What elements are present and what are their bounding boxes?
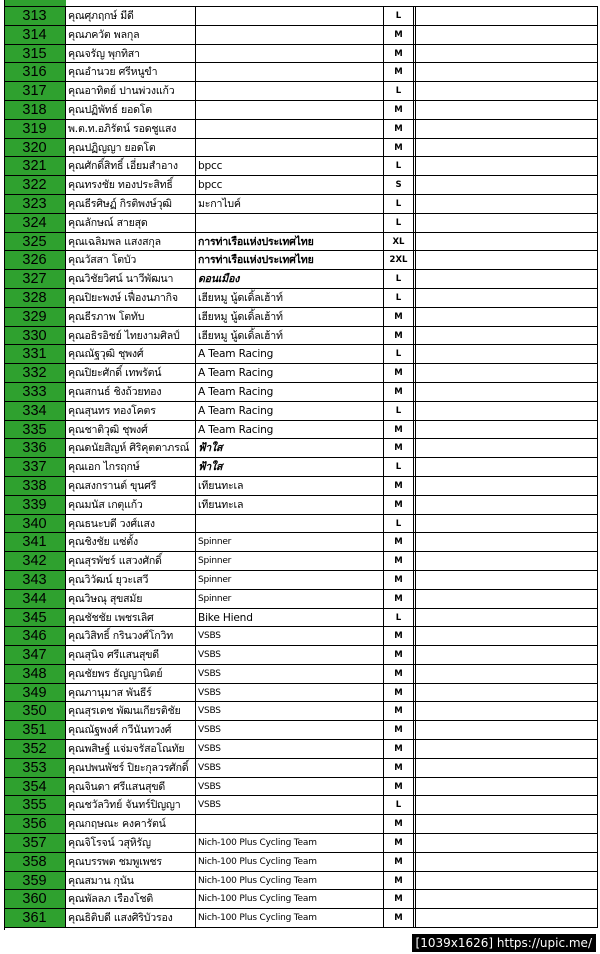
empty-cell[interactable]	[416, 627, 598, 645]
table-row	[4, 834, 598, 853]
team-cell[interactable]: VSBS	[196, 759, 384, 777]
table-row	[4, 195, 598, 214]
shirt-size-cell[interactable]: M	[384, 627, 414, 645]
table-row	[4, 759, 598, 778]
team-cell[interactable]	[196, 45, 384, 63]
name-cell[interactable]: คุณสุนิจ ศรีแสนสุขดี	[66, 646, 196, 664]
table-row	[4, 308, 598, 327]
table-row	[4, 552, 598, 571]
shirt-size-cell[interactable]: L	[384, 270, 414, 288]
name-cell[interactable]: คุณปฏิญญา ยอดโต	[66, 139, 196, 157]
name-cell[interactable]: คุณชัยพร ธัญญานิตย์	[66, 665, 196, 683]
team-cell[interactable]	[196, 63, 384, 81]
team-cell[interactable]: การท่าเรือแห่งประเทศไทย	[196, 251, 384, 269]
table-row	[4, 609, 598, 628]
team-cell[interactable]: A Team Racing	[196, 364, 384, 382]
name-cell[interactable]: คุณชิงชัย แซ่ตั้ง	[66, 533, 196, 551]
table-row	[4, 853, 598, 872]
shirt-size-cell[interactable]: M	[384, 26, 414, 44]
row-number-cell[interactable]: 342	[4, 552, 66, 570]
table-row	[4, 515, 598, 534]
empty-cell[interactable]	[416, 684, 598, 702]
table-row	[4, 345, 598, 364]
team-cell[interactable]: VSBS	[196, 627, 384, 645]
row-number-cell[interactable]: 350	[4, 702, 66, 720]
name-cell[interactable]: คุณอาทิตย์ ปานพ่วงแก้ว	[66, 82, 196, 100]
empty-cell[interactable]	[416, 345, 598, 363]
row-number-cell[interactable]: 331	[4, 345, 66, 363]
team-cell[interactable]: bpcc	[196, 176, 384, 194]
team-cell[interactable]: Nich-100 Plus Cycling Team	[196, 853, 384, 871]
shirt-size-cell[interactable]: M	[384, 665, 414, 683]
shirt-size-cell[interactable]: M	[384, 496, 414, 514]
row-number-cell[interactable]: 323	[4, 195, 66, 213]
row-number-cell[interactable]: 333	[4, 383, 66, 401]
row-number-cell[interactable]: 322	[4, 176, 66, 194]
shirt-size-cell[interactable]: M	[384, 684, 414, 702]
name-cell[interactable]: คุณสงกรานต์ ขุนศรี	[66, 477, 196, 495]
shirt-size-cell[interactable]: M	[384, 834, 414, 852]
row-number-cell[interactable]: 352	[4, 740, 66, 758]
empty-cell[interactable]	[416, 402, 598, 420]
team-cell[interactable]: VSBS	[196, 796, 384, 814]
table-row	[4, 533, 598, 552]
name-cell[interactable]: คุณกฤษณะ คงคารัตน์	[66, 815, 196, 833]
shirt-size-cell[interactable]: M	[384, 815, 414, 833]
empty-cell[interactable]	[416, 458, 598, 476]
row-number-cell[interactable]: 351	[4, 721, 66, 739]
table-row	[4, 7, 598, 26]
team-cell[interactable]: A Team Racing	[196, 345, 384, 363]
empty-cell[interactable]	[416, 101, 598, 119]
shirt-size-cell[interactable]: M	[384, 740, 414, 758]
team-cell[interactable]	[196, 815, 384, 833]
empty-cell[interactable]	[416, 834, 598, 852]
empty-cell[interactable]	[416, 477, 598, 495]
name-cell[interactable]: คุณศุภฤกษ์ มีดี	[66, 7, 196, 25]
shirt-size-cell[interactable]: M	[384, 308, 414, 326]
row-number-cell[interactable]: 361	[4, 909, 66, 927]
row-number-cell[interactable]: 318	[4, 101, 66, 119]
name-cell[interactable]: คุณสุนทร ทองโคตร	[66, 402, 196, 420]
empty-cell[interactable]	[416, 740, 598, 758]
shirt-size-cell[interactable]: M	[384, 890, 414, 908]
row-number-cell[interactable]: 332	[4, 364, 66, 382]
shirt-size-cell[interactable]: M	[384, 872, 414, 890]
table-row	[4, 364, 598, 383]
row-number-cell[interactable]: 335	[4, 421, 66, 439]
table-row	[4, 157, 598, 176]
shirt-size-cell[interactable]: M	[384, 139, 414, 157]
team-cell[interactable]: เฮียหมู นู้ดเดิ้ลเฮ้าท์	[196, 289, 384, 307]
empty-cell[interactable]	[416, 646, 598, 664]
partial-top-row	[4, 0, 598, 7]
row-number-cell[interactable]: 329	[4, 308, 66, 326]
team-cell[interactable]: ดอนเมือง	[196, 270, 384, 288]
row-number-cell[interactable]: 337	[4, 458, 66, 476]
table-row	[4, 82, 598, 101]
name-cell[interactable]: คุณชวัลวิทย์ จันทร์ปิญญา	[66, 796, 196, 814]
row-number-cell[interactable]: 316	[4, 63, 66, 81]
shirt-size-cell[interactable]: L	[384, 402, 414, 420]
team-cell[interactable]: การท่าเรือแห่งประเทศไทย	[196, 233, 384, 251]
name-cell[interactable]: คุณปพนพัชร์ ปิยะกุลวรศักดิ์	[66, 759, 196, 777]
table-row	[4, 402, 598, 421]
name-cell[interactable]: คุณจินดา ศรีแสนสุขดี	[66, 778, 196, 796]
empty-cell[interactable]	[416, 139, 598, 157]
name-cell[interactable]: คุณวัสสา โตบัว	[66, 251, 196, 269]
table-row	[4, 289, 598, 308]
shirt-size-cell[interactable]: M	[384, 364, 414, 382]
name-cell[interactable]: คุณจรัญ พุกทิสา	[66, 45, 196, 63]
team-cell[interactable]	[196, 26, 384, 44]
empty-cell[interactable]	[416, 759, 598, 777]
empty-cell[interactable]	[416, 439, 598, 457]
shirt-size-cell[interactable]: M	[384, 120, 414, 138]
team-cell[interactable]: VSBS	[196, 684, 384, 702]
row-number-cell[interactable]: 326	[4, 251, 66, 269]
table-row	[4, 327, 598, 346]
shirt-size-cell[interactable]: L	[384, 214, 414, 232]
team-cell[interactable]	[196, 101, 384, 119]
name-cell[interactable]: คุณสุรเดช พัฒนเกียรติชัย	[66, 702, 196, 720]
empty-cell[interactable]	[416, 702, 598, 720]
row-number-cell[interactable]: 339	[4, 496, 66, 514]
row-number-cell[interactable]: 343	[4, 571, 66, 589]
shirt-size-cell[interactable]: M	[384, 63, 414, 81]
team-cell[interactable]: มะกาไบค์	[196, 195, 384, 213]
team-cell[interactable]	[196, 139, 384, 157]
team-cell[interactable]	[196, 214, 384, 232]
table-row	[4, 214, 598, 233]
table-row	[4, 251, 598, 270]
shirt-size-cell[interactable]: M	[384, 421, 414, 439]
team-cell[interactable]: A Team Racing	[196, 402, 384, 420]
spreadsheet	[4, 0, 598, 928]
row-number-cell[interactable]: 356	[4, 815, 66, 833]
row-number-cell[interactable]: 353	[4, 759, 66, 777]
table-row	[4, 26, 598, 45]
row-number-cell[interactable]: 344	[4, 590, 66, 608]
shirt-size-cell[interactable]: L	[384, 195, 414, 213]
empty-cell[interactable]	[416, 815, 598, 833]
name-cell[interactable]: คุณธิติบดี แสงศิริบัวรอง	[66, 909, 196, 927]
empty-cell[interactable]	[416, 82, 598, 100]
name-cell[interactable]: คุณณัฐพงศ์ กวีนันทวงศ์	[66, 721, 196, 739]
empty-cell[interactable]	[416, 778, 598, 796]
row-number-cell[interactable]: 346	[4, 627, 66, 645]
row-number-cell[interactable]: 334	[4, 402, 66, 420]
empty-cell[interactable]	[416, 63, 598, 81]
empty-cell[interactable]	[416, 909, 598, 927]
empty-cell[interactable]	[416, 515, 598, 533]
empty-cell[interactable]	[416, 176, 598, 194]
shirt-size-cell[interactable]: M	[384, 853, 414, 871]
shirt-size-cell[interactable]: M	[384, 909, 414, 927]
sheet-border	[4, 0, 5, 930]
name-cell[interactable]: คุณศักดิ์สิทธิ์ เอี่ยมสำอาง	[66, 157, 196, 175]
name-cell[interactable]: คุณวิวัฒน์ ยุวะเสวี	[66, 571, 196, 589]
team-cell[interactable]: Nich-100 Plus Cycling Team	[196, 890, 384, 908]
watermark: [1039x1626] https://upic.me/	[412, 934, 596, 952]
team-cell[interactable]: Bike Hiend	[196, 609, 384, 627]
shirt-size-cell[interactable]: S	[384, 176, 414, 194]
empty-cell[interactable]	[416, 872, 598, 890]
name-cell[interactable]: คุณสกนธ์ ชิงถ้วยทอง	[66, 383, 196, 401]
row-number-cell[interactable]: 321	[4, 157, 66, 175]
empty-cell[interactable]	[416, 364, 598, 382]
empty-cell[interactable]	[416, 496, 598, 514]
table-row	[4, 270, 598, 289]
row-number-cell[interactable]: 313	[4, 7, 66, 25]
table-row	[4, 872, 598, 891]
table-row	[4, 139, 598, 158]
name-cell[interactable]: คุณธีรศิษฏ์ กิรติพงษ์วุฒิ	[66, 195, 196, 213]
name-cell[interactable]: คุณพัลลภ เรืองโชติ	[66, 890, 196, 908]
table-row	[4, 458, 598, 477]
name-cell[interactable]: คุณทรงชัย ทองประสิทธิ์	[66, 176, 196, 194]
shirt-size-cell[interactable]: M	[384, 552, 414, 570]
empty-cell[interactable]	[416, 120, 598, 138]
team-cell[interactable]: A Team Racing	[196, 383, 384, 401]
table-row	[4, 45, 598, 64]
name-cell[interactable]: พ.ต.ท.อภิรัตน์ รอดชูแสง	[66, 120, 196, 138]
name-cell[interactable]: คุณมนัส เกตุแก้ว	[66, 496, 196, 514]
name-cell[interactable]: คุณปฏิพัทธ์ ยอดโต	[66, 101, 196, 119]
shirt-size-cell[interactable]: L	[384, 345, 414, 363]
empty-cell[interactable]	[416, 157, 598, 175]
name-cell[interactable]: คุณชัชชัย เพชรเลิศ	[66, 609, 196, 627]
table-row	[4, 721, 598, 740]
empty-cell[interactable]	[416, 383, 598, 401]
row-number-cell[interactable]: 314	[4, 26, 66, 44]
empty-cell[interactable]	[416, 270, 598, 288]
team-cell[interactable]: Spinner	[196, 590, 384, 608]
table-row	[4, 477, 598, 496]
row-number-cell[interactable]: 338	[4, 477, 66, 495]
row-number-cell[interactable]: 328	[4, 289, 66, 307]
shirt-size-cell[interactable]: L	[384, 289, 414, 307]
name-cell[interactable]: คุณณัฐวุฒิ ชุพงศ์	[66, 345, 196, 363]
shirt-size-cell[interactable]: M	[384, 45, 414, 63]
shirt-size-cell[interactable]: M	[384, 778, 414, 796]
shirt-size-cell[interactable]: M	[384, 533, 414, 551]
name-cell[interactable]: คุณชาติวุฒิ ชุพงศ์	[66, 421, 196, 439]
table-row	[4, 815, 598, 834]
team-cell[interactable]: เทียนทะเล	[196, 496, 384, 514]
team-cell[interactable]: bpcc	[196, 157, 384, 175]
row-number-cell[interactable]: 319	[4, 120, 66, 138]
empty-cell[interactable]	[416, 195, 598, 213]
team-cell[interactable]	[196, 120, 384, 138]
team-cell[interactable]: เฮียหมู นู้ดเดิ้ลเฮ้าท์	[196, 308, 384, 326]
row-number-cell[interactable]: 336	[4, 439, 66, 457]
team-cell[interactable]: เทียนทะเล	[196, 477, 384, 495]
row-number-cell[interactable]: 349	[4, 684, 66, 702]
name-cell[interactable]: คุณอำนวย ศรีหนูขำ	[66, 63, 196, 81]
team-cell[interactable]: Spinner	[196, 552, 384, 570]
name-cell[interactable]: คุณเฉลิมพล แสงสกุล	[66, 233, 196, 251]
name-cell[interactable]: คุณลักษณ์ สายสุด	[66, 214, 196, 232]
row-number-cell[interactable]: 325	[4, 233, 66, 251]
shirt-size-cell[interactable]: M	[384, 383, 414, 401]
table-row	[4, 778, 598, 797]
name-cell[interactable]: คุณดนัยสิญห์ ศิริคุตตาภรณ์	[66, 439, 196, 457]
shirt-size-cell[interactable]: M	[384, 759, 414, 777]
name-cell[interactable]: คุณอธิรอิชย์ ไทยงามศิลป์	[66, 327, 196, 345]
row-number-cell[interactable]: 320	[4, 139, 66, 157]
row-number-cell[interactable]: 317	[4, 82, 66, 100]
name-cell[interactable]: คุณจิโรจน์ วสุหิรัญ	[66, 834, 196, 852]
row-number-cell[interactable]: 348	[4, 665, 66, 683]
name-cell[interactable]: คุณภานุมาส พันธีร์	[66, 684, 196, 702]
team-cell[interactable]	[196, 7, 384, 25]
team-cell[interactable]: A Team Racing	[196, 421, 384, 439]
team-cell[interactable]: Spinner	[196, 571, 384, 589]
empty-cell[interactable]	[416, 853, 598, 871]
name-cell[interactable]: คุณธีรภาพ โตทับ	[66, 308, 196, 326]
empty-cell[interactable]	[416, 590, 598, 608]
team-cell[interactable]: Nich-100 Plus Cycling Team	[196, 909, 384, 927]
name-cell[interactable]: คุณบรรพต ชมพูเพชร	[66, 853, 196, 871]
table-row	[4, 63, 598, 82]
shirt-size-cell[interactable]: M	[384, 439, 414, 457]
empty-cell[interactable]	[416, 327, 598, 345]
shirt-size-cell[interactable]: L	[384, 515, 414, 533]
name-cell[interactable]: คุณปิยะพงษ์ เฟื่องนภากิจ	[66, 289, 196, 307]
team-cell[interactable]: VSBS	[196, 740, 384, 758]
row-number-cell[interactable]: 354	[4, 778, 66, 796]
team-cell[interactable]: VSBS	[196, 646, 384, 664]
row-number-cell[interactable]: 360	[4, 890, 66, 908]
table-row	[4, 176, 598, 195]
shirt-size-cell[interactable]: M	[384, 101, 414, 119]
name-cell[interactable]: คุณวิชัยวิศน์ นาวีพัฒนา	[66, 270, 196, 288]
table-body	[4, 7, 598, 928]
shirt-size-cell[interactable]: M	[384, 571, 414, 589]
team-cell[interactable]: VSBS	[196, 665, 384, 683]
shirt-size-cell[interactable]: L	[384, 7, 414, 25]
shirt-size-cell[interactable]: L	[384, 796, 414, 814]
team-cell[interactable]: ฟ้าใส	[196, 458, 384, 476]
table-row	[4, 702, 598, 721]
shirt-size-cell[interactable]: M	[384, 721, 414, 739]
empty-cell[interactable]	[416, 421, 598, 439]
team-cell[interactable]	[196, 82, 384, 100]
table-row	[4, 627, 598, 646]
table-row	[4, 590, 598, 609]
name-cell[interactable]: คุณสมาน กุนัน	[66, 872, 196, 890]
team-cell[interactable]: เฮียหมู นู้ดเดิ้ลเฮ้าท์	[196, 327, 384, 345]
table-row	[4, 383, 598, 402]
row-number-cell[interactable]: 347	[4, 646, 66, 664]
row-number-cell[interactable]: 359	[4, 872, 66, 890]
shirt-size-cell[interactable]: L	[384, 82, 414, 100]
name-cell[interactable]: คุณปิยะศักดิ์ เทพรัตน์	[66, 364, 196, 382]
empty-cell[interactable]	[416, 552, 598, 570]
empty-cell[interactable]	[416, 533, 598, 551]
name-cell[interactable]: คุณภควัต พลกุล	[66, 26, 196, 44]
table-row	[4, 646, 598, 665]
table-row	[4, 233, 598, 252]
team-cell[interactable]: VSBS	[196, 778, 384, 796]
empty-cell[interactable]	[416, 308, 598, 326]
empty-cell[interactable]	[416, 26, 598, 44]
row-number-cell[interactable]: 340	[4, 515, 66, 533]
row-number-cell[interactable]: 358	[4, 853, 66, 871]
empty-cell[interactable]	[416, 7, 598, 25]
shirt-size-cell[interactable]: L	[384, 157, 414, 175]
table-row	[4, 421, 598, 440]
table-row	[4, 684, 598, 703]
table-row	[4, 796, 598, 815]
team-cell[interactable]: ฟ้าใส	[196, 439, 384, 457]
shirt-size-cell[interactable]: M	[384, 702, 414, 720]
row-number-cell[interactable]: 315	[4, 45, 66, 63]
empty-cell[interactable]	[416, 289, 598, 307]
table-row	[4, 571, 598, 590]
empty-cell[interactable]	[416, 571, 598, 589]
table-row	[4, 120, 598, 139]
row-number-cell[interactable]: 324	[4, 214, 66, 232]
name-cell[interactable]: คุณธนะบดี วงศ์แสง	[66, 515, 196, 533]
name-cell[interactable]: คุณสุรพัชร์ แสวงศักดิ์	[66, 552, 196, 570]
empty-cell[interactable]	[416, 214, 598, 232]
row-number-cell[interactable]: 355	[4, 796, 66, 814]
empty-cell[interactable]	[416, 890, 598, 908]
empty-cell[interactable]	[416, 609, 598, 627]
name-cell[interactable]: คุณวิษณุ สุขสมัย	[66, 590, 196, 608]
shirt-size-cell[interactable]: M	[384, 477, 414, 495]
row-number-cell[interactable]: 327	[4, 270, 66, 288]
table-row	[4, 439, 598, 458]
name-cell[interactable]: คุณวิสิทธิ์ กรินวงศ์โกวิท	[66, 627, 196, 645]
empty-cell[interactable]	[416, 796, 598, 814]
empty-cell[interactable]	[416, 251, 598, 269]
shirt-size-cell[interactable]: 2XL	[384, 251, 414, 269]
team-cell[interactable]: VSBS	[196, 721, 384, 739]
empty-cell[interactable]	[416, 233, 598, 251]
row-number-cell[interactable]: 345	[4, 609, 66, 627]
empty-cell[interactable]	[416, 45, 598, 63]
shirt-size-cell[interactable]: L	[384, 458, 414, 476]
name-cell[interactable]: คุณพสิษฐ์ แจ่มจรัสอโณทัย	[66, 740, 196, 758]
row-number-cell[interactable]: 330	[4, 327, 66, 345]
shirt-size-cell[interactable]: L	[384, 609, 414, 627]
name-cell[interactable]: คุณเอก ไกรฤกษ์	[66, 458, 196, 476]
empty-cell[interactable]	[416, 721, 598, 739]
team-cell[interactable]	[196, 515, 384, 533]
table-row	[4, 909, 598, 928]
shirt-size-cell[interactable]: M	[384, 646, 414, 664]
table-row	[4, 496, 598, 515]
shirt-size-cell[interactable]: XL	[384, 233, 414, 251]
table-row	[4, 740, 598, 759]
row-number-cell[interactable]: 357	[4, 834, 66, 852]
team-cell[interactable]: Spinner	[196, 533, 384, 551]
table-row	[4, 890, 598, 909]
team-cell[interactable]: VSBS	[196, 702, 384, 720]
shirt-size-cell[interactable]: M	[384, 327, 414, 345]
team-cell[interactable]: Nich-100 Plus Cycling Team	[196, 834, 384, 852]
empty-cell[interactable]	[416, 665, 598, 683]
table-row	[4, 665, 598, 684]
team-cell[interactable]: Nich-100 Plus Cycling Team	[196, 872, 384, 890]
row-number-cell[interactable]: 341	[4, 533, 66, 551]
table-row	[4, 101, 598, 120]
shirt-size-cell[interactable]: M	[384, 590, 414, 608]
